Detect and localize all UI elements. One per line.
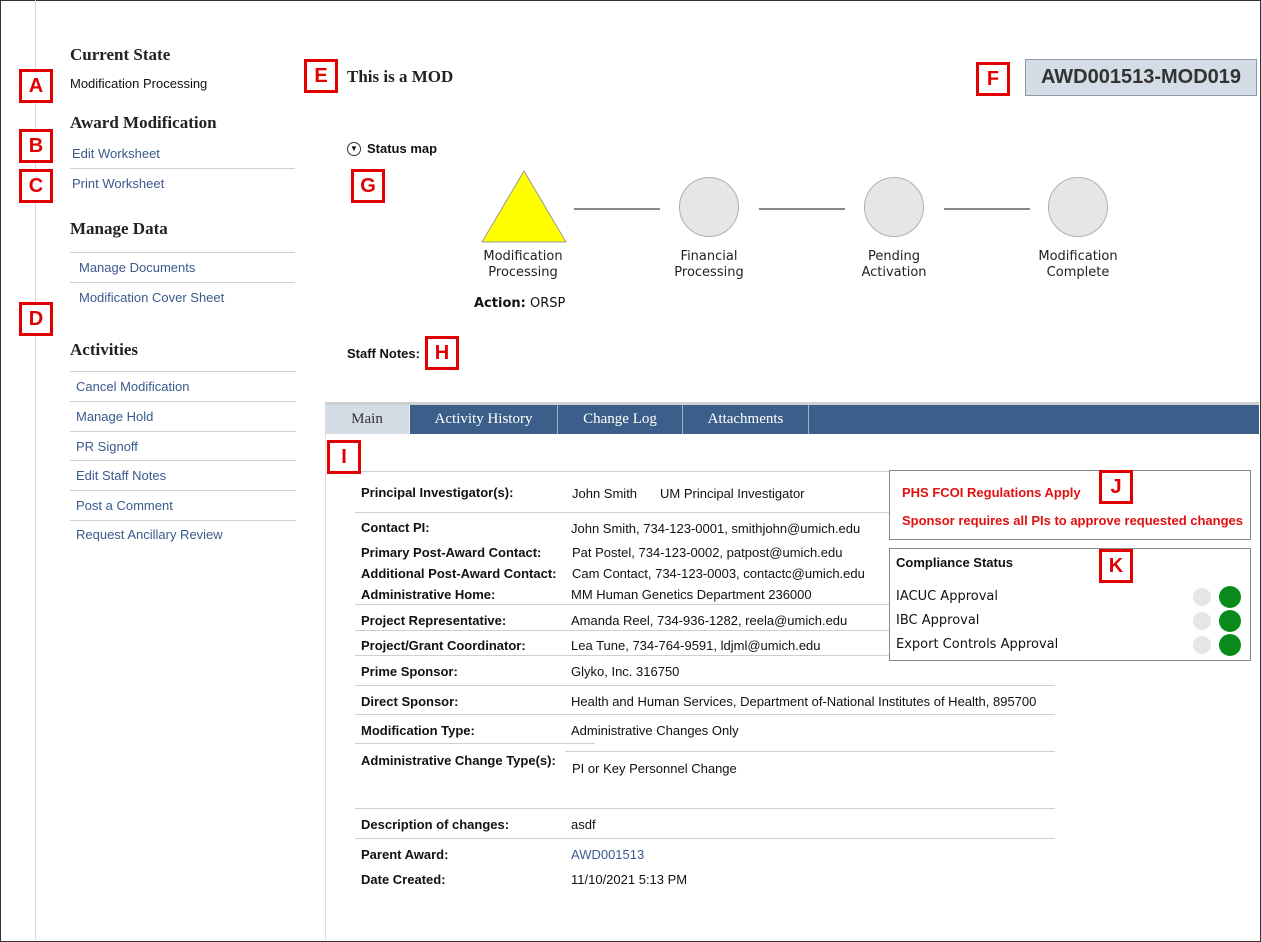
primary-post-value: Pat Postel, 734-123-0002, patpost@umich.edu [572, 545, 843, 560]
tab-main[interactable]: Main [325, 405, 410, 434]
modification-cover-sheet-link[interactable]: Modification Cover Sheet [79, 290, 225, 305]
date-created-value: 11/10/2021 5:13 PM [571, 872, 688, 887]
row-separator [355, 838, 1055, 839]
separator [70, 520, 296, 521]
manage-hold-link[interactable]: Manage Hold [76, 409, 154, 424]
contact-pi-value: John Smith, 734-123-0001, smithjohn@umich.edu [571, 521, 861, 536]
pi-label: Principal Investigator(s): [361, 485, 514, 500]
fcoi-line-1: PHS FCOI Regulations Apply [902, 485, 1081, 500]
status-connector [574, 208, 660, 210]
step-circle-financial [679, 177, 739, 237]
separator [70, 431, 296, 432]
action-value: ORSP [529, 296, 566, 311]
callout-d: D [19, 302, 53, 336]
callout-h: H [425, 336, 459, 370]
row-separator [355, 512, 890, 513]
callout-a: A [19, 69, 53, 103]
separator [70, 282, 295, 283]
tab-activity-history[interactable]: Activity History [410, 405, 558, 434]
action-key: Action: [474, 296, 526, 311]
request-ancillary-review-link[interactable]: Request Ancillary Review [76, 527, 223, 542]
callout-f: F [976, 62, 1010, 96]
admin-change-label: Administrative Change Type(s): [361, 753, 556, 768]
separator [70, 168, 295, 169]
status-connector [759, 208, 845, 210]
status-dot-off-icon [1193, 636, 1211, 654]
status-dot-off-icon [1193, 612, 1211, 630]
record-id-text: AWD001513-MOD019 [1040, 66, 1242, 88]
callout-b: B [19, 129, 53, 163]
activities-title: Activities [70, 340, 138, 359]
tab-change-log[interactable]: Change Log [558, 405, 683, 434]
admin-home-label: Administrative Home: [361, 587, 496, 602]
direct-sponsor-value: Health and Human Services, Department of-National Institutes of Health, 895700 [571, 694, 1037, 709]
current-step-triangle [480, 168, 570, 246]
callout-g: G [351, 169, 385, 203]
row-separator [355, 630, 890, 631]
separator [70, 371, 296, 372]
separator [70, 252, 295, 253]
step-line: Pending [868, 249, 920, 264]
current-state-value: Modification Processing [70, 76, 208, 91]
pi-role: UM Principal Investigator [660, 486, 805, 501]
callout-k: K [1099, 549, 1133, 583]
step-line: Complete [1046, 265, 1110, 280]
step-line: Activation [861, 265, 927, 280]
edit-worksheet-link[interactable]: Edit Worksheet [72, 146, 160, 161]
callout-i: I [327, 440, 361, 474]
step-label-modification-processing [453, 249, 593, 281]
row-separator [355, 685, 1055, 686]
row-separator [355, 604, 890, 605]
print-worksheet-link[interactable]: Print Worksheet [72, 176, 165, 191]
page-title: This is a MOD [347, 67, 454, 86]
tab-attachments[interactable]: Attachments [683, 405, 809, 434]
compliance-item-ibc: IBC Approval [896, 613, 980, 628]
cancel-modification-link[interactable]: Cancel Modification [76, 379, 190, 394]
project-rep-value: Amanda Reel, 734-936-1282, reela@umich.edu [571, 613, 848, 628]
step-line: Processing [488, 265, 558, 280]
pr-signoff-link[interactable]: PR Signoff [76, 439, 138, 454]
post-comment-link[interactable]: Post a Comment [76, 498, 173, 513]
callout-c: C [19, 169, 53, 203]
fcoi-notice-box [889, 470, 1251, 540]
step-label-financial-processing [639, 249, 779, 281]
callout-e: E [304, 59, 338, 93]
tab-bar [325, 402, 1259, 434]
compliance-item-export: Export Controls Approval [896, 637, 1059, 652]
admin-home-value: MM Human Genetics Department 236000 [571, 587, 812, 602]
step-label-modification-complete [1008, 249, 1148, 281]
award-modification-title: Award Modification [70, 113, 217, 132]
chevron-down-icon: ▼ [347, 142, 361, 156]
status-map-toggle[interactable] [347, 141, 437, 156]
status-connector [944, 208, 1030, 210]
description-value: asdf [571, 817, 596, 832]
contact-pi-label: Contact PI: [361, 520, 430, 535]
fcoi-line-2: Sponsor requires all PIs to approve requested changes [902, 513, 1243, 528]
grant-coord-label: Project/Grant Coordinator: [361, 638, 526, 653]
row-separator [355, 655, 890, 656]
step-line: Modification [1038, 249, 1118, 264]
grant-coord-value: Lea Tune, 734-764-9591, ldjml@umich.edu [571, 638, 821, 653]
action-label [474, 296, 565, 311]
separator [70, 460, 296, 461]
direct-sponsor-label: Direct Sponsor: [361, 694, 459, 709]
status-dot-approved-icon [1219, 610, 1241, 632]
parent-award-label: Parent Award: [361, 847, 449, 862]
prime-sponsor-label: Prime Sponsor: [361, 664, 458, 679]
project-rep-label: Project Representative: [361, 613, 507, 628]
status-map-label: Status map [367, 141, 438, 156]
compliance-status-box [889, 548, 1251, 661]
row-separator [355, 714, 1055, 715]
manage-data-title: Manage Data [70, 219, 168, 238]
date-created-label: Date Created: [361, 872, 446, 887]
status-dot-approved-icon [1219, 634, 1241, 656]
row-separator [355, 471, 890, 472]
step-label-pending-activation [824, 249, 964, 281]
status-dot-off-icon [1193, 588, 1211, 606]
compliance-item-iacuc: IACUC Approval [896, 589, 998, 604]
step-line: Financial [680, 249, 738, 264]
mod-type-label: Modification Type: [361, 723, 475, 738]
additional-post-value: Cam Contact, 734-123-0003, contactc@umich.edu [572, 566, 865, 581]
separator [70, 490, 296, 491]
additional-post-label: Additional Post-Award Contact: [361, 566, 557, 581]
compliance-title: Compliance Status [896, 555, 1014, 570]
prime-sponsor-value: Glyko, Inc. 316750 [571, 664, 680, 679]
status-dot-approved-icon [1219, 586, 1241, 608]
step-line: Modification [483, 249, 563, 264]
step-circle-pending [864, 177, 924, 237]
row-separator [355, 808, 1055, 809]
mod-type-value: Administrative Changes Only [571, 723, 739, 738]
separator [70, 401, 296, 402]
staff-notes-label: Staff Notes: [347, 346, 420, 361]
row-separator [355, 743, 595, 744]
callout-j: J [1099, 470, 1133, 504]
current-state-title: Current State [70, 45, 171, 64]
admin-change-value: PI or Key Personnel Change [572, 761, 737, 776]
step-line: Processing [674, 265, 744, 280]
description-label: Description of changes: [361, 817, 510, 832]
record-id-badge [1025, 59, 1257, 96]
row-separator [565, 751, 1055, 752]
pi-name: John Smith [572, 486, 638, 501]
edit-staff-notes-link[interactable]: Edit Staff Notes [76, 468, 167, 483]
step-circle-complete [1048, 177, 1108, 237]
manage-documents-link[interactable]: Manage Documents [79, 260, 196, 275]
parent-award-link[interactable]: AWD001513 [571, 847, 645, 862]
primary-post-label: Primary Post-Award Contact: [361, 545, 542, 560]
